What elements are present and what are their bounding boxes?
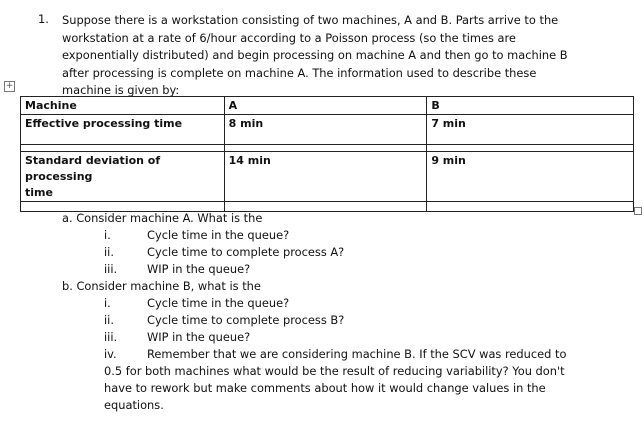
list-item: Cycle time to complete process B? — [147, 313, 345, 327]
list-item: Cycle time in the queue? — [147, 296, 290, 310]
list-item-continuation: 0.5 for both machines what would be the result of reducing variability? You don't — [104, 364, 565, 378]
table-cell: Effective processing time — [21, 115, 225, 145]
question-text — [62, 12, 568, 100]
list-numeral: iv. — [104, 347, 117, 361]
list-item-continuation: equations. — [104, 398, 164, 412]
table-row — [21, 115, 634, 145]
list-item: Cycle time to complete process A? — [147, 245, 345, 259]
list-item: WIP in the queue? — [147, 262, 251, 276]
table-cell — [224, 145, 427, 152]
table-cell — [427, 202, 634, 212]
header-cell: Machine — [21, 97, 225, 115]
list-item-continuation: have to rework but make comments about how it would change values in the — [104, 381, 546, 395]
table-cell — [427, 145, 634, 152]
table-cell: 8 min — [224, 115, 427, 145]
question-line: after processing is complete on machine A. The information used to describe these — [62, 65, 537, 80]
list-item: Cycle time in the queue? — [147, 228, 290, 242]
move-handle-icon[interactable]: + — [5, 81, 14, 91]
part-a-heading: a. Consider machine A. What is the — [62, 211, 263, 225]
table-row — [21, 145, 634, 152]
list-numeral: i. — [104, 296, 111, 310]
question-line: workstation at a rate of 6/hour according to a Poisson process (so the times are — [62, 30, 516, 45]
question-line: exponentially distributed) and begin processing on machine A and then go to machine B — [62, 48, 568, 62]
resize-handle-icon[interactable] — [634, 207, 642, 215]
cell-line: time — [25, 186, 53, 199]
cell-line: Standard deviation of processing — [25, 154, 161, 183]
part-b-heading: b. Consider machine B, what is the — [62, 279, 261, 293]
table-cell — [21, 145, 225, 152]
list-item: Remember that we are considering machine B. If the SCV was reduced to — [147, 347, 567, 361]
machine-table — [20, 96, 634, 212]
header-cell: B — [427, 97, 634, 115]
list-item: WIP in the queue? — [147, 330, 251, 344]
table-row — [21, 152, 634, 202]
question-line: machine is given by: — [62, 83, 180, 97]
list-numeral: ii. — [104, 313, 114, 327]
table-cell: 14 min — [224, 152, 427, 202]
table-header-row — [21, 97, 634, 115]
table-cell: 7 min — [427, 115, 634, 145]
table-cell: 9 min — [427, 152, 634, 202]
list-numeral: iii. — [104, 330, 118, 344]
list-numeral: ii. — [104, 245, 114, 259]
question-line: Suppose there is a workstation consisting of two machines, A and B. Parts arrive to the — [62, 13, 559, 27]
question-number: 1. — [38, 12, 49, 26]
list-numeral: iii. — [104, 262, 118, 276]
header-cell: A — [224, 97, 427, 115]
table-cell — [21, 152, 225, 202]
list-numeral: i. — [104, 228, 111, 242]
